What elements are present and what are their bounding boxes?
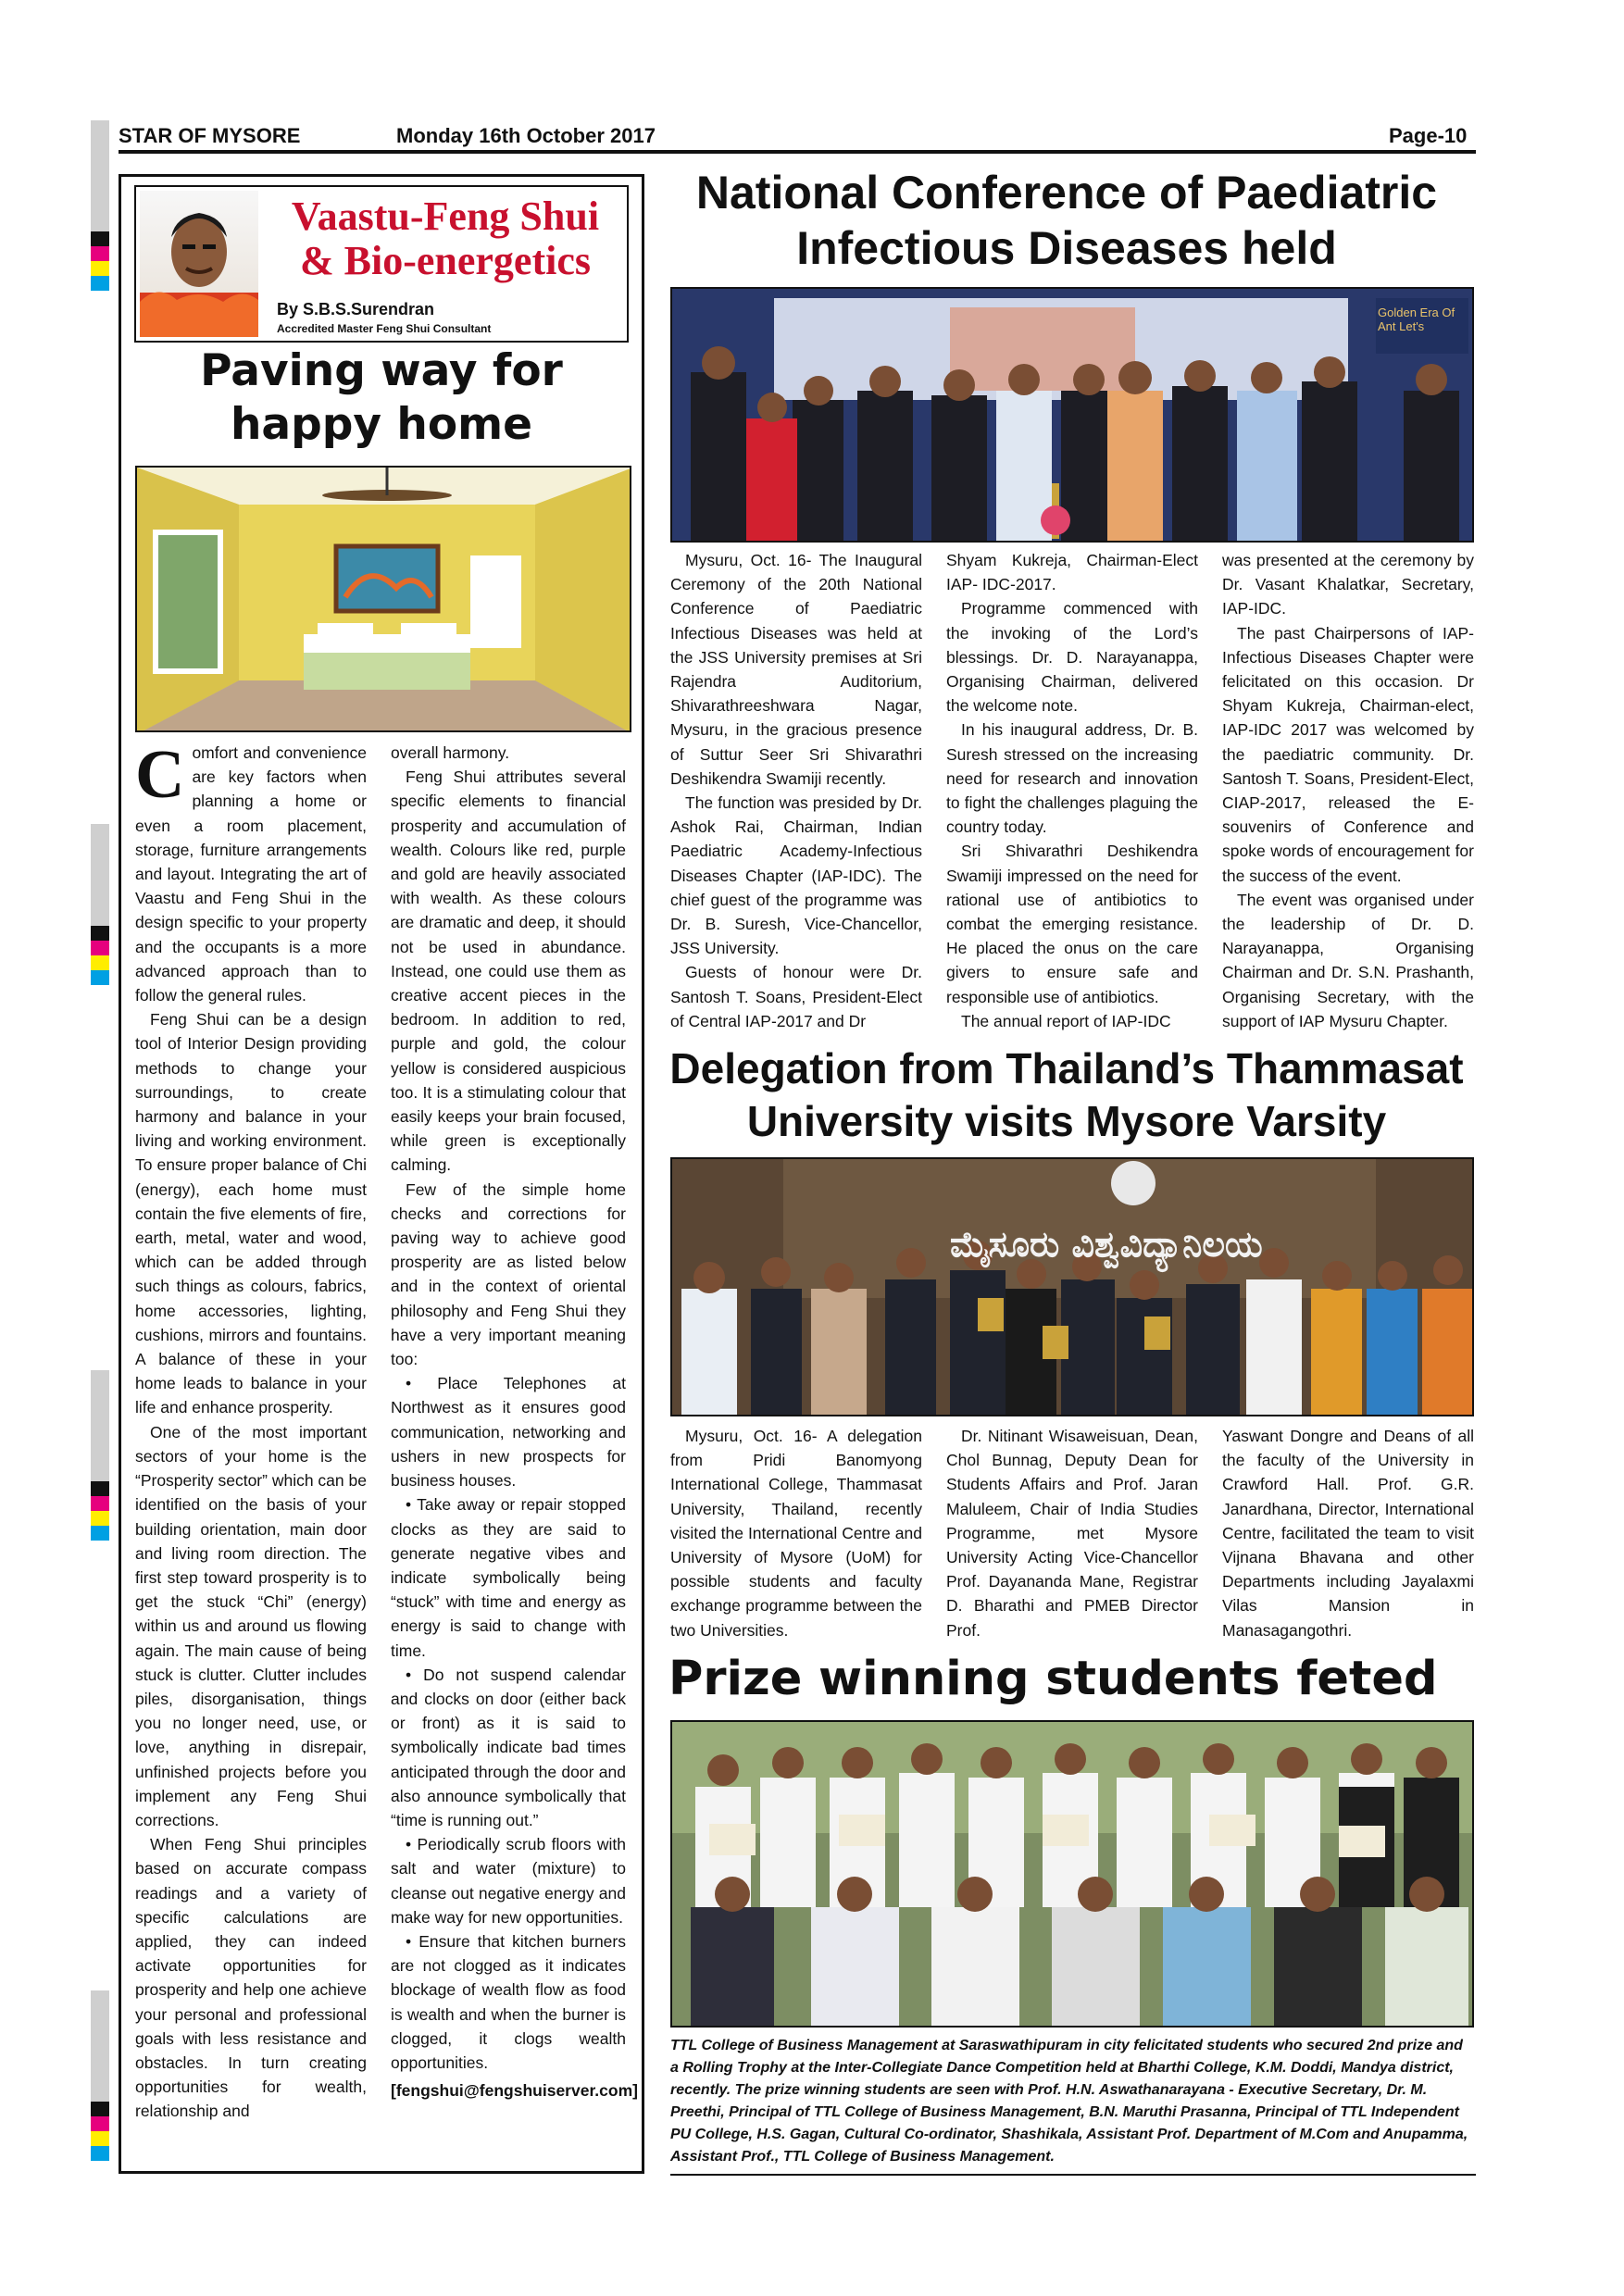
university-banner-text: ಮೈಸೂರು ವಿಶ್ವವಿದ್ಯಾನಿಲಯ bbox=[950, 1224, 1263, 1265]
column-title bbox=[266, 194, 625, 283]
story1-paragraph: The past Chairpersons of IAP-Infectious Diseases Chapter were felicitated on this occasion. Dr Shyam Kukreja, Chairman-elect, IAP-IDC 2017 was welcomed by the paediatric community. Dr. Santosh T. Soans, President-Elect, CIAP-2017, released the E-souvenirs of Conference and spoke words of encouragement for the success of the event. bbox=[1222, 623, 1474, 885]
story2-column-1 bbox=[670, 1424, 922, 1642]
story1-paragraph: The annual report of IAP-IDC bbox=[961, 1011, 1171, 1030]
story1-paragraph: Shyam Kukreja, Chairman-Elect IAP- IDC-2017. bbox=[946, 551, 1198, 594]
story2-column-3 bbox=[1222, 1424, 1474, 1642]
color-registration-mark bbox=[91, 2102, 109, 2161]
issue-date: Monday 16th October 2017 bbox=[396, 124, 656, 147]
feature-headline-line1: Paving way for bbox=[200, 345, 563, 396]
feature-paragraph: One of the most important sectors of your home is the “Prosperity sector” which can be identified on the basis of your building orientation, main door and living room direction. The first step toward prosperity is to get the stuck “Chi” (energy) within us and around us flowing again. The main cause of being stuck is clutter. Clutter includes piles, disorganisation, things you no longer need, use, or love, anything in disrepair, unfinished projects before you implement any Feng Shui corrections. bbox=[135, 1422, 367, 1829]
byline: By S.B.S.Surendran bbox=[277, 300, 435, 318]
story1-paragraph: The event was organised under the leadership of Dr. D. Narayanappa, Organising Chairman and Dr. S.N. Prashanth, Organising Secretary, with the support of IAP Mysuru Chapter. bbox=[1222, 890, 1474, 1030]
story1-paragraph: Sri Shivarathri Deshikendra Swamiji impressed on the need for rational use of antibiotics to combat the emerging resistance. He placed the onus on the care givers to ensure safe and responsible use of antibiotics. bbox=[946, 842, 1198, 1006]
feature-text-column-1 bbox=[135, 737, 367, 2124]
color-registration-mark bbox=[91, 926, 109, 985]
feature-bullet: • Do not suspend calendar and clocks on door (either back or front) as it is said to symbolically indicate bad times anticipated through the door and also announce symbolically that “time is running out.” bbox=[391, 1665, 626, 1829]
feature-text-column-2 bbox=[391, 741, 638, 2103]
feature-bullet: • Place Telephones at Northwest as it ensures good communication, networking and ushers in new prospects for business houses. bbox=[391, 1374, 626, 1491]
column-title-line2: & Bio-energetics bbox=[300, 238, 591, 283]
feature-paragraph: Few of the simple home checks and corrections for paving way to achieve good prosperity are as listed below and in the context of oriental philosophy and Feng Shui they have a very important meaning too: bbox=[391, 1179, 626, 1369]
students-photo-caption: TTL College of Business Management at Saraswathipuram in city felicitated students who secured 2nd prize and a Rolling Trophy at the Inter-Collegiate Dance Competition held at Bharthi College, K.M. Doddi, Mandya district, recently. The prize winning students are seen with Prof. H.N. Aswathanarayana - Executive Secretary, Dr. M. Preethi, Principal of TTL College of Business Management, B.N. Maruthi Prasanna, Principal of TTL Independent PU College, H.S. Gagan, Cultural Co-ordinator, Shashikala, Assistant Prof. Department of M.Com and Anupamma, Assistant Prof., TTL College of Business Management. bbox=[670, 2038, 1468, 2165]
story1-column-3 bbox=[1222, 548, 1474, 1033]
bedroom-photo bbox=[135, 466, 631, 732]
story1-column-2 bbox=[946, 548, 1198, 1033]
bottom-rule bbox=[670, 2174, 1476, 2176]
credential: Accredited Master Feng Shui Consultant bbox=[277, 322, 492, 335]
story1-headline-line1: National Conference of Paediatric bbox=[695, 167, 1438, 218]
columnist-photo bbox=[140, 191, 258, 337]
feature-email: [fengshui@fengshuiserver.com] bbox=[391, 2081, 638, 2101]
drop-cap: C bbox=[135, 737, 185, 813]
feature-headline bbox=[134, 344, 629, 452]
feature-paragraph: Feng Shui attributes several specific elements to financial prosperity and accumulation of wealth. Colours like red, purple and gold are heavily associated with wealth. As these colours are dramatic and deep, it should not be used in abundance. Instead, one could use them as creative accent pieces in the bedroom. In addition to red, purple and gold, the colour yellow is considered auspicious too. It is a stimulating colour that easily keeps your brain focused, while green is exceptionally calming. bbox=[391, 767, 626, 1175]
story2-headline bbox=[657, 1042, 1476, 1148]
story1-headline bbox=[657, 165, 1476, 276]
feature-bullet: • Ensure that kitchen burners are not clogged as it indicates blockage of wealth flow as food is wealth and when the burner is clogged, it clogs wealth opportunities. bbox=[391, 1931, 626, 2072]
color-registration-mark bbox=[91, 1481, 109, 1541]
page-number: Page-10 bbox=[1389, 124, 1468, 147]
story1-paragraph: The function was presided by Dr. Ashok Rai, Chairman, Indian Paediatric Academy-Infectious Diseases Chapter (IAP-IDC). The chief guest of the programme was Dr. B. Suresh, Vice-Chancellor, JSS University. bbox=[670, 793, 922, 958]
feature-paragraph: omfort and convenience are key factors when planning a home or even a room placement, storage, furniture arrangements and layout. Integrating the art of Vaastu and Feng Shui in the design specific to your property and the occupants is a more advanced approach than to follow the general rules. bbox=[135, 743, 367, 1005]
delegation-photo bbox=[670, 1157, 1474, 1416]
story1-paragraph: Programme commenced with the invoking of the Lord’s blessings. Dr. D. Narayanappa, Organising Chairman, delivered the welcome note. bbox=[946, 599, 1198, 716]
columnist-banner bbox=[134, 185, 629, 343]
column-title-line1: Vaastu-Feng Shui bbox=[291, 193, 600, 239]
students-photo bbox=[670, 1720, 1474, 2028]
story1-column-1 bbox=[670, 548, 922, 1033]
story1-headline-line2: Infectious Diseases held bbox=[796, 222, 1337, 274]
feature-paragraph: overall harmony. bbox=[391, 743, 510, 762]
feature-bullet: • Take away or repair stopped clocks as they are said to generate negative vibes and indicate symbolically being “stuck” with time and energy as energy is said to change with time. bbox=[391, 1495, 626, 1660]
photo-banner-text: Golden Era Of Ant Let's bbox=[1378, 306, 1455, 333]
print-strip bbox=[91, 1370, 109, 1481]
feature-bullet: • Periodically scrub floors with salt and water (mixture) to cleanse out negative energy and make way for new opportunities. bbox=[391, 1835, 626, 1927]
feature-paragraph: When Feng Shui principles based on accurate compass readings and a variety of specific calculations are applied, they can indeed activate opportunities for prosperity and help one achieve your personal and professional goals with less resistance and obstacles. In turn creating opportunities for wealth, relationship and bbox=[135, 1835, 367, 2121]
story2-headline-line2: University visits Mysore Varsity bbox=[746, 1097, 1387, 1145]
story1-paragraph: was presented at the ceremony by Dr. Vasant Khalatkar, Secretary, IAP-IDC. bbox=[1222, 551, 1474, 618]
color-registration-mark bbox=[91, 231, 109, 291]
print-strip bbox=[91, 120, 109, 231]
story1-paragraph: In his inaugural address, Dr. B. Suresh stressed on the increasing need for research and innovation to fight the challenges plaguing the country today. bbox=[946, 720, 1198, 837]
conference-photo bbox=[670, 287, 1474, 543]
story2-paragraph: Yaswant Dongre and Deans of all the faculty of the University in Crawford Hall. Prof. G.R. Janardhana, Director, International Centre, facilitated the team to visit Vijnana Bhavana and other Departments including Jayalaxmi Vilas Mansion in Manasagangothri. bbox=[1222, 1427, 1474, 1640]
print-strip bbox=[91, 1990, 109, 2102]
story3-headline: Prize winning students feted bbox=[668, 1652, 1438, 1706]
story2-paragraph: Mysuru, Oct. 16- A delegation from Pridi Banomyong International College, Thammasat University, Thailand, recently visited the International Centre and University of Mysore (UoM) for possible students and faculty exchange programme between the two Universities. bbox=[670, 1427, 922, 1640]
story2-paragraph: Dr. Nitinant Wisaweisuan, Dean, Chol Bunnag, Deputy Dean for Students Affairs and Prof. Jaran Maluleem, Chair of India Studies Programme, met Mysore University Acting Vice-Chancellor Prof. Dayananda Mane, Registrar D. Bharathi and PMEB Director Prof. bbox=[946, 1427, 1198, 1640]
story2-column-2 bbox=[946, 1424, 1198, 1642]
feature-paragraph: Feng Shui can be a design tool of Interior Design providing methods to change your surroundings, to create harmony and balance in your living and working environment. To ensure proper balance of Chi (energy), each home must contain the five elements of fire, earth, metal, water and wood, which can be added through such things as colours, fabrics, home accessories, lighting, cushions, mirrors and fountains. A balance of these in your home leads to balance in your life and enhance prosperity. bbox=[135, 1010, 367, 1417]
header-rule bbox=[119, 150, 1476, 154]
story1-paragraph: Mysuru, Oct. 16- The Inaugural Ceremony of the 20th National Conference of Paediatric Infectious Diseases was held at the JSS University premises at Sri Rajendra Auditorium, Shivarathreeshwara Nagar, Mysuru, in the gracious presence of Suttur Seer Sri Shivarathri Deshikendra Swamiji recently. bbox=[670, 551, 922, 788]
story1-paragraph: Guests of honour were Dr. Santosh T. Soans, President-Elect of Central IAP-2017 and Dr bbox=[670, 963, 922, 1030]
feature-headline-line2: happy home bbox=[230, 399, 533, 450]
story2-headline-line1: Delegation from Thailand’s Thammasat bbox=[669, 1044, 1464, 1092]
paper-name: STAR OF MYSORE bbox=[119, 124, 301, 147]
